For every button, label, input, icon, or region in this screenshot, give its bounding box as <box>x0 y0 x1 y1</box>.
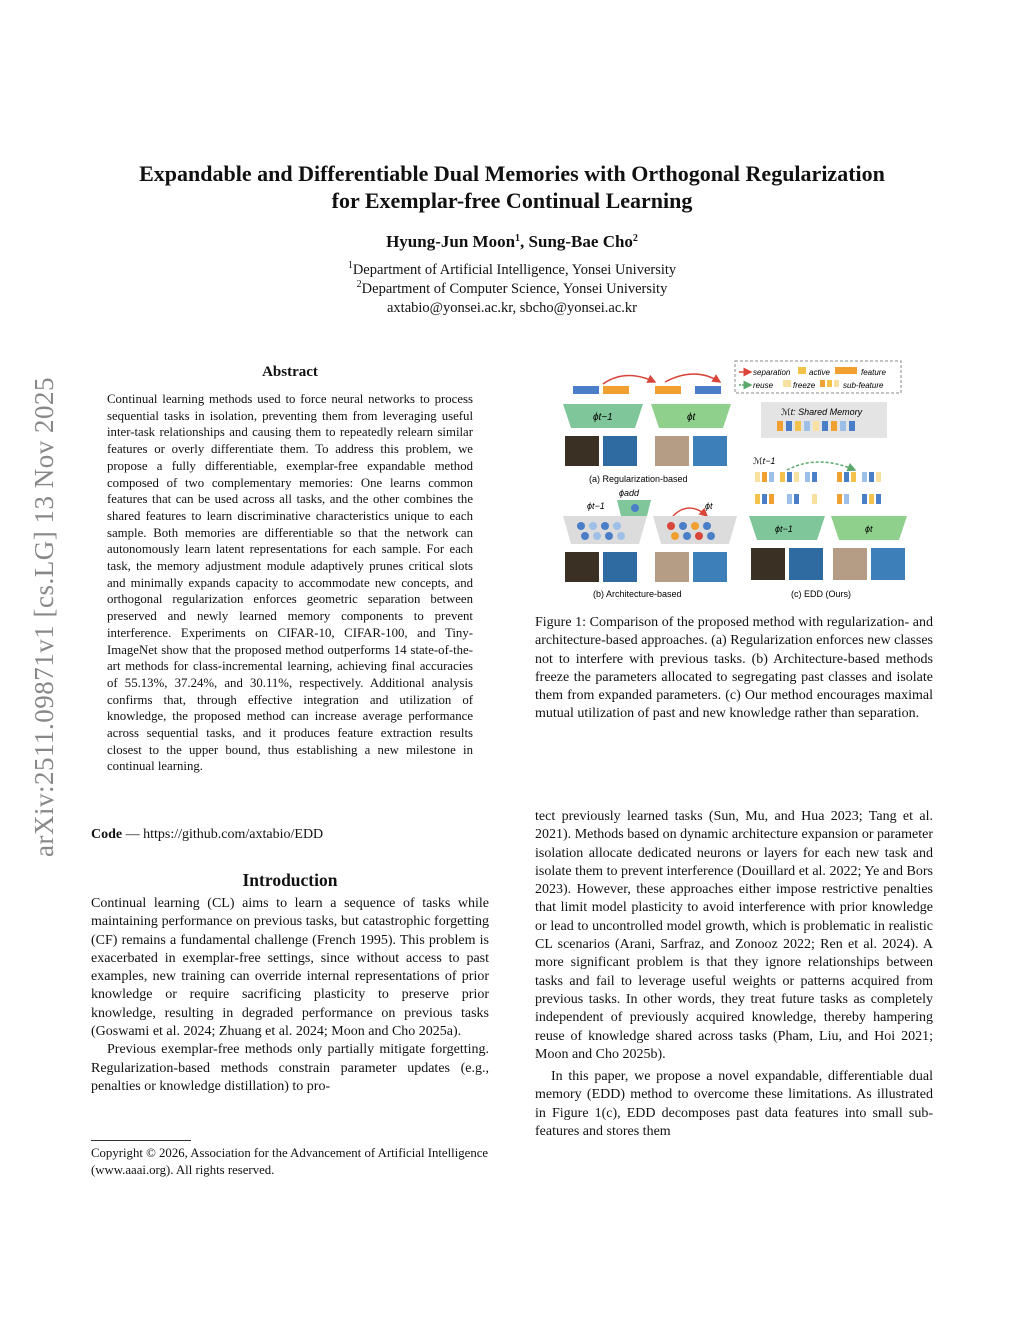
code-sep: — <box>122 827 144 842</box>
paper-title <box>80 160 944 214</box>
introduction-text <box>91 895 489 1096</box>
shared-memory-label: ℳt: Shared Memory <box>781 407 863 417</box>
abstract-text: Continual learning methods used to force neural networks to process sequential tasks in isolation, preventing them from leveraging useful inter-task relationships and causing them to repeatedly relearn similar features or overly differentiate them. To address this problem, we propose a fully differentiable, exemplar-free expandable method composed of two complementary memories: One learns common features that can be used across all tasks, and the other combines the shared features to learn discriminative characteristics unique to each sample. Both memories are differentiable so that the network can autonomously learn latent representations for each sample. For each task, the memory adjustment module adaptively prunes critical slots and minimally expands capacity to accommodate new concepts, and orthogonal regularization enforces geometric separation between preserved and newly learned memory components to prevent interference. Experiments on CIFAR-10, CIFAR-100, and Tiny-ImageNet show that the proposed method outperforms 14 state-of-the-art methods for class-incremental learning, achieving final accuracies of 55.13%, 37.24%, and 30.11%, respectively. Additional analysis confirms that, through effective integration and utilization of knowledge, the proposed method can increase average performance across sequential tasks, and it produces feature extraction results closest to the upper bound, thus establishing a new milestone in continual learning. <box>107 392 473 774</box>
freeze-swatch-icon <box>783 380 791 387</box>
feature-bar-a3 <box>655 386 681 394</box>
code-line <box>91 827 323 843</box>
cat-image-b <box>565 552 599 582</box>
shared-memory-slots <box>777 421 855 431</box>
figure-1 <box>555 358 915 604</box>
feature-bar-a2 <box>603 386 629 394</box>
reuse-arrow-c <box>787 462 855 470</box>
label-b: (b) Architecture-based <box>593 589 682 599</box>
author-1-affil: 1 <box>515 233 521 244</box>
code-link[interactable]: https://github.com/axtabio/EDD <box>143 827 324 842</box>
footnote-rule <box>91 1140 191 1141</box>
separation-arrow-a2 <box>665 374 720 382</box>
right-column-text <box>535 808 933 1141</box>
intro-paragraph-1: Continual learning (CL) aims to learn a sequence of tasks while maintaining performance on previous tasks, but catastrophic forgetting (CF) remains a fundamental challenge (French 1995). This problem is exacerbated in exemplar-free settings, since without access to past examples, new training can override internal representations of prior knowledge or require sacrificing plasticity to preserve prior knowledge, resulting in degraded performance on previous tasks (Goswami et al. 2024; Zhuang et al. 2024; Moon and Cho 2025a). <box>91 896 489 1040</box>
subfeature-swatch-3 <box>834 380 839 387</box>
label-a: (a) Regularization-based <box>589 474 688 484</box>
phi-add-label: ϕadd <box>619 488 640 498</box>
author-2-affil: 2 <box>632 233 638 244</box>
affiliation-1: Department of Artificial Intelligence, Yonsei University <box>352 262 677 278</box>
title-line-2: for Exemplar-free Continual Learning <box>331 188 693 213</box>
memory-slots-c <box>755 472 881 504</box>
phi-prev-label-a: ϕt−1 <box>593 412 613 423</box>
phi-prev-label-b: ϕt−1 <box>587 501 605 511</box>
affil-2-sup: 2 <box>356 279 362 290</box>
phi-t-label-b: ϕt <box>705 501 713 511</box>
authors: Hyung-Jun Moon$^1$, Sung-Bae Cho$^2$ <box>386 232 638 251</box>
legend-separation: separation <box>753 368 791 377</box>
phi-prev-label-c: ϕt−1 <box>775 524 793 534</box>
title-line-1: Expandable and Differentiable Dual Memories with Orthogonal Regularization <box>139 161 885 186</box>
intro-paragraph-2: Previous exemplar-free methods only partially mitigate forgetting. Regularization-based methods constrain parameter updates (e.g., penalties or knowledge distillation) to pro- <box>91 1042 489 1094</box>
right-paragraph-1: tect previously learned tasks (Sun, Mu, and Hua 2023; Tang et al. 2021). Methods based on dynamic architecture expansion or parameter isolation allocate dedicated neurons or layers for each new task and isolate them to prevent interference (Douillard et al. 2022; Ye and Bors 2023). However, these approaches either impose restrictive penalties that limit model plasticity to avoid interference with prior knowledge or lead to uncontrolled model growth, which is problematic in realistic CL scenarios (Arani, Sarfraz, and Zonooz 2022; Ren et al. 2024). A more significant problem is that they ignore relationships between tasks and fail to leverage useful weights or patterns acquired from previous tasks. In other words, they treat future tasks as completely independent of previously acquired knowledge, thereby hampering reuse of knowledge shared across tasks (Pham, Liu, and Hoi 2021; Moon and Cho 2025b). <box>535 809 933 1062</box>
dog-image-c <box>833 548 867 580</box>
whale-image-b <box>693 552 727 582</box>
legend-reuse: reuse <box>753 381 774 390</box>
code-label: Code <box>91 827 123 842</box>
orca-image-b <box>603 552 637 582</box>
separation-arrow-a1 <box>603 375 655 384</box>
whale-image-a <box>693 436 727 466</box>
copyright-footnote: Copyright © 2026, Association for the Advancement of Artificial Intelligence (www.aaai.org). All rights reserved. <box>91 1146 489 1177</box>
figure-1-caption: Figure 1: Comparison of the proposed method with regularization- and architecture-based approaches. (a) Regularization enforces new classes not to interfere with previous tasks. (b) Architecture-based methods freeze the parameters allocated to segregating past classes and isolate them from expanded parameters. (c) Our method encourages maximal mutual utilization of past and new knowledge rather than separation. <box>535 615 933 722</box>
affiliation-2: Department of Computer Science, Yonsei University <box>361 281 668 297</box>
active-swatch-icon <box>798 367 806 374</box>
legend-subfeature: sub-feature <box>843 381 884 390</box>
label-c: (c) EDD (Ours) <box>791 589 851 599</box>
emails: axtabio@yonsei.ac.kr, sbcho@yonsei.ac.kr <box>387 300 637 316</box>
orca-image-c <box>789 548 823 580</box>
phi-t-label-c: ϕt <box>865 524 873 534</box>
author-2: Sung-Bae Cho <box>528 232 633 251</box>
arxiv-stamp: arXiv:2511.09871v1 [cs.LG] 13 Nov 2025 <box>29 377 59 857</box>
feature-swatch-icon <box>835 367 857 374</box>
m-prev-label: ℳt−1 <box>753 456 776 466</box>
legend-freeze: freeze <box>793 381 816 390</box>
dog-image-b <box>655 552 689 582</box>
figure-1-diagram <box>555 358 915 604</box>
subfeature-swatch-icon <box>820 380 825 387</box>
affil-1-sup: 1 <box>347 260 353 271</box>
orca-image-a <box>603 436 637 466</box>
affiliations <box>80 261 944 318</box>
cat-image-a <box>565 436 599 466</box>
feature-bar-a4 <box>695 386 721 394</box>
author-1: Hyung-Jun Moon <box>386 232 516 251</box>
separation-arrow-b <box>673 508 707 516</box>
dog-image-a <box>655 436 689 466</box>
abstract-heading: Abstract <box>262 364 318 380</box>
subfeature-swatch-2 <box>827 380 832 387</box>
cat-image-c <box>751 548 785 580</box>
introduction-heading: Introduction <box>242 870 338 890</box>
legend-feature: feature <box>861 368 886 377</box>
right-paragraph-2: In this paper, we propose a novel expandable, differentiable dual memory (EDD) method to overcome these limitations. As illustrated in Figure 1(c), EDD decomposes past data features into small sub-features and stores them <box>535 1069 933 1140</box>
phi-add-node <box>631 504 639 512</box>
whale-image-c <box>871 548 905 580</box>
feature-bar-a1 <box>573 386 599 394</box>
legend-active: active <box>809 368 830 377</box>
phi-t-label-a: ϕt <box>687 412 696 423</box>
